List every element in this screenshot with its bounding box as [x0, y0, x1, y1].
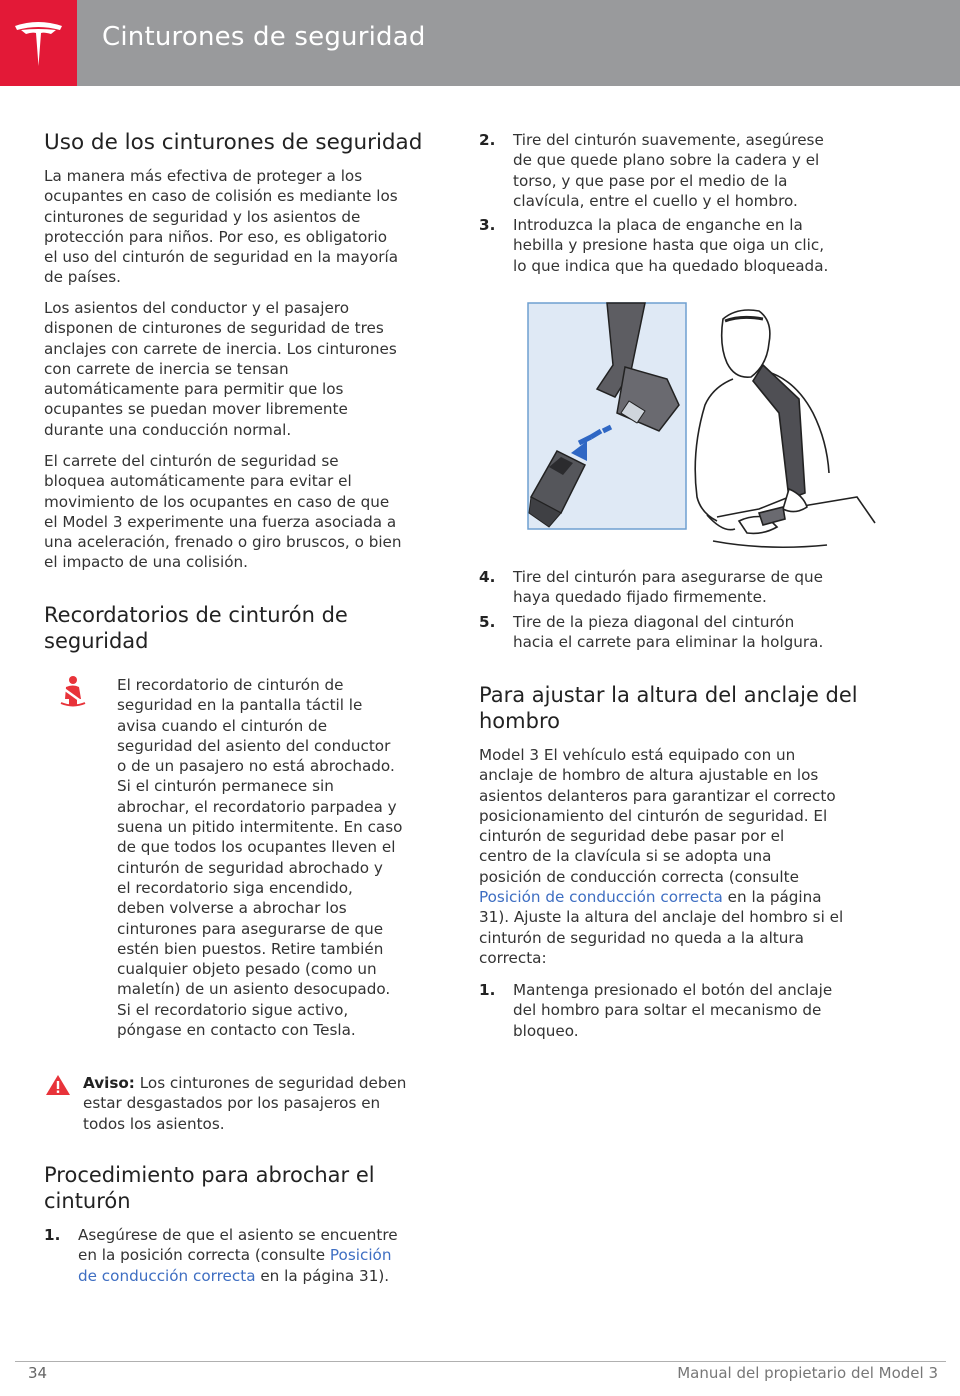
- person-buckling-seatbelt: [695, 310, 875, 547]
- paragraph-3: [44, 451, 402, 573]
- text-line: o de un pasajero no está abrochado.: [117, 757, 395, 776]
- page-header: [0, 0, 960, 86]
- text-line: anclaje de hombro de altura ajustable en los: [479, 766, 819, 785]
- heading-line: hombro: [479, 709, 560, 733]
- text-span: en la página: [722, 888, 822, 907]
- text-line: posición de conducción correcta (consulte: [479, 867, 799, 886]
- text-line: el recordatorio siga encendido,: [117, 878, 353, 897]
- section-heading-procedimiento: [44, 1162, 375, 1214]
- text-line: cinturón de seguridad debe pasar por el: [479, 827, 785, 846]
- text-line: lo que indica que ha quedado bloqueada.: [513, 256, 829, 275]
- page-title: Cinturones de seguridad: [102, 22, 426, 52]
- text-line: posicionamiento del cinturón de seguridad. El: [479, 806, 828, 825]
- text-line: cualquier objeto pesado (como un: [117, 960, 377, 979]
- warning-line-1: [83, 1073, 406, 1093]
- text-line: ocupantes en caso de colisión es mediante los: [44, 187, 398, 206]
- heading-line: Recordatorios de cinturón de: [44, 603, 348, 627]
- tesla-logo-icon: [11, 16, 66, 71]
- footer-divider: [15, 1361, 946, 1362]
- text-line: 31). Ajuste la altura del anclaje del hombro si el: [479, 908, 844, 927]
- link-posicion-conduccion-2[interactable]: Posición de conducción correcta: [479, 888, 723, 907]
- text-line: centro de la clavícula si se adopta una: [479, 847, 772, 866]
- footer-manual-title: Manual del propietario del Model 3: [677, 1364, 938, 1382]
- paragraph-anclaje: [479, 745, 843, 968]
- text-line: deben volverse a abrochar los: [117, 899, 347, 918]
- seatbelt-reminder-text: [117, 675, 402, 1040]
- text-line: disponen de cinturones de seguridad de tres: [44, 319, 384, 338]
- text-line: con carrete de inercia se tensan: [44, 359, 289, 378]
- text-line: una aceleración, frenado o giro bruscos, o bien: [44, 533, 402, 552]
- link-posicion-conduccion[interactable]: Posición: [329, 1246, 392, 1265]
- section-heading-ajustar-altura: [479, 682, 858, 734]
- text-line: hacia el carrete para eliminar la holgura.: [513, 633, 824, 652]
- step-number: 3.: [479, 216, 496, 234]
- paragraph-1: [44, 166, 398, 288]
- text-line: póngase en contacto con Tesla.: [117, 1021, 356, 1040]
- text-line: cinturón de seguridad no queda a la altura: [479, 928, 804, 947]
- step-text: [513, 130, 824, 211]
- step-text: [513, 567, 823, 608]
- step-number: 1.: [44, 1226, 61, 1244]
- step-text: [513, 980, 832, 1041]
- text-line: de que todos los ocupantes lleven el: [117, 838, 396, 857]
- step-number: 2.: [479, 131, 496, 149]
- text-line: Si el cinturón permanece sin: [117, 777, 334, 796]
- text-line: [479, 887, 843, 907]
- buckle-closeup-panel: [528, 303, 686, 529]
- text-line: el uso del cinturón de seguridad en la mayoría: [44, 248, 399, 267]
- heading-line: Para ajustar la altura del anclaje del: [479, 683, 858, 707]
- seatbelt-buckle-illustration: [527, 301, 877, 563]
- text-line: durante una conducción normal.: [44, 420, 292, 439]
- text-line: asientos delanteros para garantizar el correcto: [479, 786, 836, 805]
- text-line: ocupantes se puedan mover libremente: [44, 400, 348, 419]
- step-text: [513, 612, 823, 653]
- text-line: Si el recordatorio sigue activo,: [117, 1000, 349, 1019]
- link-posicion-conduccion-cont[interactable]: de conducción correcta: [78, 1266, 256, 1285]
- text-line: [78, 1245, 398, 1265]
- text-line: bloquea automáticamente para evitar el: [44, 472, 352, 491]
- text-line: cinturones para asegurarse de que: [117, 919, 384, 938]
- text-line: estén bien puestos. Retire también: [117, 939, 384, 958]
- text-line: suena un pitido intermitente. En caso: [117, 818, 403, 837]
- text-line: avisa cuando el cinturón de: [117, 716, 328, 735]
- text-line: de países.: [44, 268, 121, 287]
- text-line: clavícula, entre el cuello y el hombro.: [513, 191, 798, 210]
- warning-triangle-icon: [45, 1073, 71, 1097]
- text-line: de que quede plano sobre la cadera y el: [513, 151, 820, 170]
- text-line: El carrete del cinturón de seguridad se: [44, 452, 339, 470]
- text-line: Tire del cinturón suavemente, asegúrese: [513, 131, 824, 149]
- text-line: torso, y que pase por el medio de la: [513, 171, 788, 190]
- text-line: correcta:: [479, 948, 547, 967]
- text-line: del hombro para soltar el mecanismo de: [513, 1001, 822, 1020]
- heading-line: cinturón: [44, 1189, 131, 1213]
- text-span: en la página 31).: [255, 1266, 390, 1285]
- paragraph-2: [44, 298, 397, 440]
- text-line: maletín) de un asiento desocupado.: [117, 980, 391, 999]
- heading-line: seguridad: [44, 629, 149, 653]
- text-line: haya quedado fijado firmemente.: [513, 588, 767, 607]
- text-line: bloqueo.: [513, 1021, 579, 1040]
- text-line: Tire del cinturón para asegurarse de que: [513, 568, 824, 586]
- text-line: Los asientos del conductor y el pasajero: [44, 299, 349, 317]
- text-line: La manera más efectiva de proteger a los: [44, 167, 363, 185]
- text-line: Introduzca la placa de enganche en la: [513, 216, 803, 234]
- text-line: todos los asientos.: [83, 1114, 225, 1133]
- text-line: el Model 3 experimente una fuerza asociada a: [44, 512, 397, 531]
- section-heading-uso: Uso de los cinturones de seguridad: [44, 130, 423, 155]
- step-text: [513, 215, 828, 276]
- text-line: anclajes con carrete de inercia. Los cinturones: [44, 339, 397, 358]
- step-text: [78, 1225, 398, 1286]
- seatbelt-warning-icon: [57, 675, 87, 709]
- text-line: cinturones de seguridad y los asientos de: [44, 207, 361, 226]
- text-line: el impacto de una colisión.: [44, 553, 248, 572]
- text-line: seguridad en la pantalla táctil le: [117, 696, 363, 715]
- page-number: 34: [28, 1364, 48, 1382]
- heading-line: Procedimiento para abrochar el: [44, 1163, 375, 1187]
- text-line: protección para niños. Por eso, es obligatorio: [44, 227, 388, 246]
- text-line: automáticamente para permitir que los: [44, 380, 344, 399]
- warning-label: Aviso:: [83, 1074, 135, 1092]
- warning-notice: [83, 1073, 406, 1134]
- text-line: El recordatorio de cinturón de: [117, 676, 344, 694]
- tesla-logo: [0, 0, 77, 86]
- text-line: Asegúrese de que el asiento se encuentre: [78, 1226, 398, 1244]
- warning-text: Los cinturones de seguridad deben: [134, 1074, 407, 1092]
- text-line: Mantenga presionado el botón del anclaje: [513, 981, 833, 999]
- text-line: Model 3 El vehículo está equipado con un: [479, 746, 796, 764]
- text-line: movimiento de los ocupantes en caso de que: [44, 492, 390, 511]
- text-line: [78, 1266, 398, 1286]
- text-line: cinturón de seguridad abrochado y: [117, 858, 383, 877]
- text-line: seguridad del asiento del conductor: [117, 736, 391, 755]
- text-line: estar desgastados por los pasajeros en: [83, 1094, 381, 1113]
- text-span: en la posición correcta (consulte: [78, 1246, 330, 1265]
- step-number: 4.: [479, 568, 496, 586]
- step-number: 1.: [479, 981, 496, 999]
- text-line: hebilla y presione hasta que oiga un clic,: [513, 236, 825, 255]
- step-number: 5.: [479, 613, 496, 631]
- section-heading-recordatorios: [44, 602, 348, 654]
- text-line: abrochar, el recordatorio parpadea y: [117, 797, 397, 816]
- text-line: Tire de la pieza diagonal del cinturón: [513, 613, 795, 631]
